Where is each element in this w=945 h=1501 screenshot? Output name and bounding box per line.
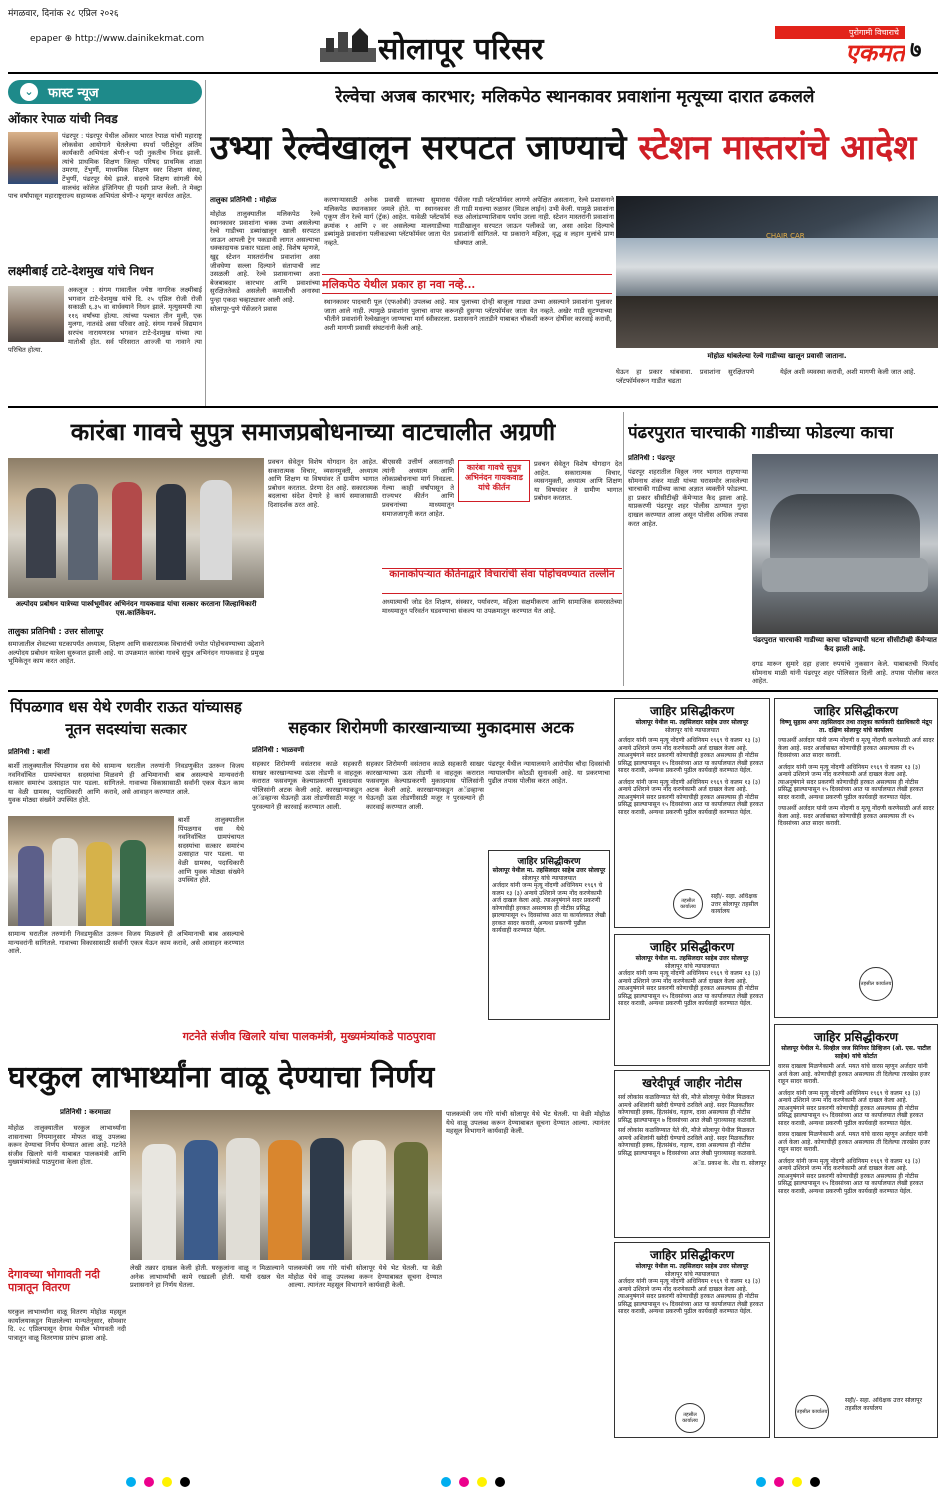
- pandharpur-byline: प्रतिनिधी : पंढरपूर: [628, 454, 675, 462]
- notice-6-court2: सोलापूर यांचे न्यायालयात: [664, 1270, 720, 1278]
- masthead-rule: [8, 72, 938, 74]
- pimpalgaon-photo: [8, 816, 174, 926]
- notice-7-stamp: तहसील कार्यालय: [795, 1395, 829, 1429]
- sahakar-byline: प्रतिनिधी : भाळवणी: [252, 746, 305, 754]
- notice-4-title: जाहिर प्रसिद्धीकरण: [649, 940, 735, 954]
- lead-kicker: रेल्वेचा अजब कारभार; मलिकपेठ स्थानकावर प्रवाशांना मृत्यूच्या दारात ढकलले: [335, 87, 815, 107]
- gharkul-subhead: देगावच्या भोगावती नदी पात्रातून वितरण: [8, 1268, 100, 1294]
- gharkul-banner-text: गटनेते संजीव खिलारे यांचा पालकमंत्री, मुख्यमंत्र्यांकडे पाठपुरावा: [182, 1030, 436, 1043]
- car-photo: [752, 454, 938, 634]
- notice-1-court: सोलापूर येथील मा. तहसिलदार साहेब उत्तर सोलापूर: [492, 867, 606, 874]
- fast-news-title-2: लक्ष्मीबाई टाटे-देशमुख यांचे निधन: [8, 264, 154, 278]
- notice-6-court: सोलापूर येथील मा. तहसिलदार साहेब उत्तर सोलापूर: [635, 1263, 749, 1270]
- kharedi-sign: अॅड. प्रकाश के. शेंड रा. सोलापूर: [692, 1160, 766, 1167]
- karamba-photo: [8, 458, 264, 598]
- notice-3-body: ज्याअर्थी अर्जदार यांनी जन्म नोंदणी व मृत्यू नोंदणी करणेसाठी अर्ज सादर केला आहे. सदर अर्जाबाबत कोणाचीही हरकत असल्यास ती १५ दिवसांच्या आत सादर करावी.: [778, 737, 935, 759]
- epaper-line: [30, 34, 290, 48]
- brand-logo: [775, 26, 905, 70]
- notice-7-head: सोलापूर येथील मे. सिव्हील जज सिनियर डिव्हिजन (ओ. एस. पाटील साहेब) यांचे कोर्टात: [781, 1045, 931, 1060]
- fast-news-text-1: [8, 132, 202, 250]
- notice-box-3: [774, 698, 938, 1018]
- pimpalgaon-text-2: सामान्य घरातील तरुणांनी निवडणुकीत उतरून विजय मिळवणे ही अभिमानाची बाब असल्याचे मान्यवरांनी सांगितले. गावाच्या विकासासाठी सर्वांनी एकत्र येऊन काम करावे, असे आवाहन करण्यात आले.: [104, 762, 244, 796]
- notice-6-title: जाहिर प्रसिद्धीकरण: [649, 1248, 735, 1262]
- notice-box-6: [614, 1242, 770, 1438]
- notice-3-body-b: अर्जदार यांनी जन्म मृत्यू नोंदणी अधिनियम १९६९ चे कलम १३ (३) अन्वये उशिराने जन्म नोंद करणेकामी अर्ज दाखल केला आहे. त्याअनुषंगाने सदर प्रकरणी कोणाचीही हरकत असल्यास ही नोटीस प्रसिद्ध झाल्यापासून १५ दिवसांच्या आत या कार्यालयात लेखी हरकत सादर करावी, अन्यथा प्रकरणी पुढील कार्यवाही करण्यात येईल.: [778, 763, 924, 801]
- kharedi-body: सर्व लोकांस कळविण्यात येते की, मौजे सोलापूर येथील मिळकत आमचे अशिलांनी खरेदी घेण्याचे ठरविले आहे. सदर मिळकतीवर कोणाचाही हक्क, हितसंबंध, गहाण, दावा असल्यास ही नोटीस प्रसिद्ध झाल्यापासून ७ दिवसांच्या आत लेखी पुराव्यासह कळवावे.: [618, 1094, 757, 1124]
- notice-1-body: अर्जदार यांनी जन्म मृत्यू नोंदणी अधिनियम १९६९ चे कलम १३ (३) अन्वये उशिराने जन्म नोंद करणेकामी अर्ज दाखल केला आहे. त्याअनुषंगाने सदर प्रकरणी कोणाचीही हरकत असल्यास ही नोटीस प्रसिद्ध झाल्यापासून १५ दिवसांच्या आत या कार्यालयात लेखी हरकत सादर करावी, अन्यथा प्रकरणी पुढील कार्यवाही करण्यात येईल.: [492, 882, 606, 934]
- brand-name: एकमत: [845, 38, 905, 67]
- karamba-text-2: [268, 458, 378, 686]
- notice-4-court2: सोलापूर यांचे न्यायालयात: [664, 962, 720, 970]
- lead-col-1: [210, 210, 320, 396]
- gharkul-text: मोहोळ तालुक्यातील घरकुल लाभार्थ्यांना शासनाच्या नियमानुसार मोफत वाळू उपलब्ध करून देण्याचा निर्णय घेण्यात आला आहे. गटनेते संजीव खिलारे यांनी याबाबत पालकमंत्री आणि मुख्यमंत्र्यांकडे पाठपुरावा केला होता.: [8, 1124, 126, 1167]
- fast-news-body-1: पंढरपूर : पंढरपूर येथील ओंकार भारत रेपाळ यांची महाराष्ट्र लोकसेवा आयोगाने घेतलेल्या स्पर्धा परीक्षेतून अंतिम कार्यकारी अभियंता श्रेणी-१ पदी नुकतीच निवड झाली. त्यांचे प्राथमिक शिक्षण जिल्हा परिषद प्राथमिक शाळा उमरगा, टेंभुर्णी, माध्यमिक शिक्षण स्वर शिक्षण संस्था, टेंभुर्णी, पंढरपूर येथे झाले. सदरचे शिक्षण सांगली येथे वालचंद कॉलेज इंजिनियर ही पदवी प्राप्त केली. ते मेक्ट्रा पाच वर्षांपासून महाराष्ट्रराज्य सहाय्यक अभियंता श्रेणी-२ म्हणून कार्यरत आहेत.: [8, 132, 202, 201]
- pimpalgaon-headline: पिंपळगाव धस येथे रणवीर राऊत यांच्यासह नूतन सदस्यांचा सत्कार: [10, 698, 242, 738]
- karamba-byline: तालुका प्रतिनिधी : उत्तर सोलापूर: [8, 627, 104, 636]
- registration-dots-left: [122, 1472, 194, 1491]
- pandharpur-text: पंढरपूर शहरातील विठ्ठल नगर भागात राहणाऱ्या सोमनाथ शंकर माळी यांच्या घरासमोर लावलेल्या चारचाकी गाडीच्या काचा अज्ञात व्यक्तीने फोडल्या. हा प्रकार सीसीटीव्ही कॅमेऱ्यात कैद झाला आहे. याप्रकरणी पंढरपूर शहर पोलीस ठाण्यात गुन्हा दाखल करण्यात आला असून पोलीस अधिक तपास करत आहेत.: [628, 468, 748, 528]
- lead-col-2b: स्थानकावर पादचारी पूल (एफओबी) उपलब्ध आहे. मात्र पुलाच्या दोन्ही बाजूला गाड्या उभ्या असल्याने प्रवाशांना पुलावर जाता आले नाही. त्यामुळे प्रवाशांना पुलाचा वापर करूनही दुसऱ्या प्लॅटफॉर्मवर जाता येत नव्हते. अखेर गाडी सुटण्याच्या भीतीने प्रवाशांनी रेल्वेखालून जाण्याचा मार्ग स्वीकारला. प्रशासनाने तातडीने याबाबत चौकशी करून दोषींवर कारवाई करावी, अशी मागणी प्रवासी संघटनांनी केली आहे.: [324, 298, 612, 332]
- masthead-skyline-icon: [320, 28, 376, 64]
- lead-col-3: पॅसेंजर गाडी प्लॅटफॉर्मवर लागणे अपेक्षित असताना, रेल्वे प्रशासनाने ती गाडी मधल्या रुळावर (मिडल लाईन) उभी केली. यामुळे प्रवाशांना रुळ ओलांडण्याशिवाय पर्याय उरला नाही. स्टेशन मास्तरांनी प्रवाशांना गाडीखालून सरपटत जाऊन पलीकडे जा, असा आदेश दिल्याचे प्रवाशांनी सांगितले. या प्रकाराने महिला, वृद्ध व लहान मुलांचे प्राण धोक्यात आले.: [454, 196, 614, 247]
- print-registration-bar: [0, 1466, 945, 1496]
- notice-3-stamp: तहसील कार्यालय: [859, 967, 893, 1001]
- notice-2-body: अर्जदार यांनी जन्म मृत्यू नोंदणी अधिनियम १९६९ चे कलम १३ (३) अन्वये उशिराने जन्म नोंद करणेकामी अर्ज दाखल केला आहे. त्याअनुषंगाने सदर प्रकरणी कोणाचीही हरकत असल्यास ही नोटीस प्रसिद्ध झाल्यापासून १५ दिवसांच्या आत या कार्यालयात लेखी हरकत सादर करावी, अन्यथा प्रकरणी पुढील कार्यवाही करण्यात येईल.: [618, 737, 764, 774]
- notice-6-body: अर्जदार यांनी जन्म मृत्यू नोंदणी अधिनियम १९६९ चे कलम १३ (३) अन्वये उशिराने जन्म नोंद करणेकामी अर्ज दाखल केला आहे. त्याअनुषंगाने सदर प्रकरणी कोणाचीही हरकत असल्यास ही नोटीस प्रसिद्ध झाल्यापासून १५ दिवसांच्या आत या कार्यालयात लेखी हरकत सादर करावी, अन्यथा प्रकरणी पुढील कार्यवाही करण्यात येईल.: [618, 1278, 764, 1315]
- notice-3-head: विष्णू सुहास अपर तहसिलदार तथा तालुका कार्यकारी दंडाधिकारी मंद्रूप ता. दक्षिण सोलापूर यांचे कार्यालय: [779, 719, 933, 734]
- karamba-photo-caption: अल्पोदय प्रबोधन यात्रेच्या पार्श्वभूमीवर अभिनंदन गायकवाड यांचा सत्कार करताना जिल्हाधिकारी एस.कार्तिकेयन.: [15, 600, 257, 617]
- gharkul-text-4: पालकमंत्री जय गोरे यांची सोलापूर येथे भेट घेतली. या वेळी मोहोळ येथे वाळू उपलब्ध करून देण्याबाबत सूचना देण्यात आल्या. त्यानंतर महसूल विभागाने कार्यवाही केली.: [288, 1264, 442, 1290]
- page-number: ७: [910, 37, 922, 62]
- lead-headline-black: उभ्या रेल्वेखालून सरपटत जाण्याचे: [210, 128, 627, 168]
- gharkul-byline: प्रतिनिधी : करमाळा: [60, 1108, 111, 1116]
- kharedi-body-b: सर्व लोकांस कळविण्यात येते की, मौजे सोलापूर येथील मिळकत आमचे अशिलांनी खरेदी घेण्याचे ठरविले आहे. सदर मिळकतीवर कोणाचाही हक्क, हितसंबंध, गहाण, दावा असल्यास ही नोटीस प्रसिद्ध झाल्यापासून ७ दिवसांच्या आत लेखी पुराव्यासह कळवावे.: [618, 1127, 757, 1157]
- karamba-text-5: अध्यात्माची जोड देत शिक्षण, संस्कार, पर्यावरण, महिला सक्षमीकरण आणि सामाजिक समरसतेच्या माध्यमातून परिवर्तन घडवण्याचा संकल्प या उपक्रमातून करण्यात येत आहे.: [382, 598, 622, 615]
- registration-dots-center: [437, 1472, 509, 1491]
- notice-box-7: [774, 1024, 938, 1438]
- pandharpur-text-2: दगड मारून सुमारे दहा हजार रुपयांचे नुकसान केले. याबाबतची फिर्याद सोमनाथ माळी यांनी पंढरपूर शहर पोलिसात दिली आहे. तपास पोलीस करत आहेत.: [752, 660, 938, 686]
- column-divider: [205, 80, 206, 406]
- karamba-text-6: प्रवचन सेवेतून विशेष योगदान देत आहेत. सकारात्मक विचार, व्यसनमुक्ती, अध्यात्म आणि शिक्षण या विषयांवर ते ग्रामीण भागात प्रबोधन करतात.: [534, 460, 622, 503]
- gharkul-banner: [8, 1026, 610, 1048]
- train-photo: [616, 196, 938, 348]
- notice-box-4: [614, 934, 770, 1066]
- pimpalgaon-text: बार्शी तालुक्यातील पिंपळगाव धस येथे नवनिर्वाचित ग्रामपंचायत सदस्यांचा सत्कार समारंभ उत्साहात पार पडला. या वेळी ग्रामस्थ, पदाधिकारी आणि युवक मोठ्या संख्येने उपस्थित होते.: [8, 762, 100, 805]
- notice-6-stamp: तहसील कार्यालय: [675, 1403, 705, 1433]
- car-photo-caption: पंढरपुरात चारचाकी गाडीच्या काचा फोडण्याची घटना सीसीटीव्ही कॅमेऱ्यात कैद झाली आहे.: [753, 636, 937, 653]
- notice-7-body-c: वारस दाखला मिळणेकामी अर्ज. मयत यांचे वारस म्हणून अर्जदार यांनी अर्ज केला आहे. कोणाचीही हरकत असल्यास ती दिलेल्या तारखेस हजर राहून सादर करावी.: [778, 1131, 930, 1153]
- gharkul-photo: [130, 1110, 442, 1260]
- notice-2-court2: सोलापूर यांचे न्यायालयात: [664, 726, 720, 734]
- lead-col-3c: येईल अशी व्यवस्था करावी, अशी मागणी केली जात आहे.: [780, 368, 916, 376]
- notice-3-title: जाहिर प्रसिद्धीकरण: [813, 704, 899, 718]
- karamba-text-4: बीएससी उत्तीर्ण असतानाही त्यांनी अध्यात्म आणि लोकप्रबोधनाचा मार्ग निवडला. गेल्या काही वर्षांपासून ते राज्यभर कीर्तन आणि प्रवचनांच्या माध्यमातून समाजजागृती करत आहेत.: [382, 458, 454, 518]
- fast-news-title-1: ओंकार रेपाळ यांची निवड: [8, 112, 118, 126]
- train-photo-caption: मोहोळ थांबलेल्या रेल्वे गाडीच्या खालून प्रवासी जाताना.: [707, 352, 847, 360]
- lead-col-3b: घेऊन हा प्रकार थांबवावा. प्रवाशांना सुरक्षितपणे प्लॅटफॉर्मवरून गाडीत चढता: [616, 368, 754, 385]
- issue-date: मंगळवार, दिनांक २८ एप्रिल २०२६: [8, 9, 119, 19]
- karamba-text-1: समाजातील शेवटच्या घटकापर्यंत अध्यात्म, शिक्षण आणि सकारात्मक विचारांची ज्योत पोहोचवण्याच्या उद्देशाने अल्पोदय प्रबोधन यात्रेला सुरूवात झाली आहे. या उपक्रमात कारंबा गावचे सुपुत्र अभिनंदन गायकवाड हे प्रमुख भूमिकेतून काम करत आहेत.: [8, 640, 264, 666]
- gharkul-text-3: लेखी तक्रार दाखल केली होती. घरकुलांना वाळू न मिळाल्याने अनेक लाभार्थ्यांची कामे रखडली होती. याची दखल घेत प्रशासनाने हा निर्णय घेतला.: [130, 1264, 284, 1290]
- lead-col-1-tail: सोलापूर-पुणे पॅसेंजरने प्रवास: [210, 304, 277, 313]
- brand-tagline: पुरोगामी विचाराचे: [775, 26, 905, 39]
- notice-4-body: अर्जदार यांनी जन्म मृत्यू नोंदणी अधिनियम १९६९ चे कलम १३ (३) अन्वये उशिराने जन्म नोंद करणेकामी अर्ज दाखल केला आहे. त्याअनुषंगाने सदर प्रकरणी कोणाचीही हरकत असल्यास ही नोटीस प्रसिद्ध झाल्यापासून १५ दिवसांच्या आत या कार्यालयात लेखी हरकत सादर करावी, अन्यथा प्रकरणी पुढील कार्यवाही करण्यात येईल.: [618, 970, 764, 1007]
- lead-byline: तालुका प्रतिनिधी : मोहोळ: [210, 196, 277, 204]
- karamba-text-3: प्रेरणा देत आहे. सकारात्मक बदलाचा संदेश देणारे हे कार्य समाजासाठी दिशादर्शक ठरत आहे.: [268, 483, 378, 509]
- notice-2-stamp: तहसील कार्यालय: [673, 889, 703, 919]
- karamba-subhead: कानाकोपऱ्यात कीर्तनाद्वारे विचारांची सेवा पोहोचवण्यात तल्लीन: [382, 568, 622, 594]
- lead-bottom-rule: [8, 406, 938, 408]
- lead-col-1-text: मोहोळ तालुक्यातील मलिकपेठ रेल्वे स्थानकावर प्रवाशांना चक्क उभ्या असलेल्या रेल्वे गाडीच्या डब्यांखालून खाली सरपटत जाऊन आपली ट्रेन पकडावी लागत असल्याचा धक्कादायक प्रकार घडला आहे. विशेष म्हणजे, खुद्द स्टेशन मास्तरांनीच प्रवाशांना असा जीवघेणा सल्ला दिल्याने संतापाची लाट उसळली आहे. रेल्वे प्रशासनाच्या अशा बेजबाबदार कारभार आणि प्रवाशांच्या सुरक्षिततेकडे असलेली कमालीची अनास्था पुन्हा एकदा चव्हाट्यावर आली आहे.: [210, 210, 320, 304]
- website-link[interactable]: http://www.dainikekmat.com: [75, 34, 205, 44]
- fast-news-body-2: अकलूज : संगम गावातील ज्येष्ठ नागरिक लक्ष्मीबाई भगवान टाटे-देशमुख यांचे दि. २५ एप्रिल रोजी रोजी सकाळी ६.३५ वा वार्धक्याने निधन झाले. मृत्युसमयी त्या ११६ वर्षांच्या होत्या. त्यांच्या पश्चात तीन मुली, एक मुलगा, नातवंडे असा परिवार आहे. संगम गावचे विद्यमान सरपंच नारायणराव भगवान टाटे-देशमुख यांच्या त्या मातोश्री होत. सर्व परिसरात आज्जी या नावाने त्या परिचित होत्या.: [8, 286, 202, 355]
- lead-headline-red: स्टेशन मास्तरांचे आदेश: [638, 128, 917, 168]
- notice-1-title: जाहिर प्रसिद्धीकरण: [517, 857, 581, 867]
- notice-4-court: सोलापूर येथील मा. तहसिलदार साहेब उत्तर सोलापूर: [635, 955, 749, 962]
- notice-box-1: [488, 850, 610, 1020]
- column-divider: [623, 412, 624, 686]
- registration-dots-right: [752, 1472, 824, 1491]
- sahakar-text-3: पंढरपूर येथील न्यायालयाने आरोपीस चौदा दिवसांची न्यायालयीन कोठडी सुनावली आहे. या प्रकरणाचा पुढील तपास पोलीस करत आहेत.: [488, 760, 610, 786]
- lead-col-2: करणाऱ्यासाठी अनेक प्रवासी सातच्या सुमारास मलिकपेठ स्थानकावर जमले होते. या स्थानकावर एकूण तीन रेल्वे मार्ग (ट्रॅक) आहेत. यावेळी प्लॅटफॉर्म क्रमांक १ आणि २ वर असलेल्या मालगाडीच्या डब्यांमुळे प्रवाशांना पलीकडच्या प्लॅटफॉर्मवर जाता येत नव्हते.: [324, 196, 450, 247]
- sahakar-text-1: सहकार शिरोमणी वसंतराव काळे सहकारी साखर कारखान्याच्या ऊस तोडणी व वाहतूक करारात फसवणूक केल्याप्रकरणी मुकादमास पोलिसांनी अटक केली आहे. कारखान्याकडून अॅडव्हान्स घेऊनही ऊस तोडणीसाठी मजूर न पुरवल्याने ही कारवाई करण्यात आली.: [252, 760, 362, 811]
- notice-box-2: [614, 698, 770, 928]
- karamba-headline: कारंबा गावचे सुपुत्र समाजप्रबोधनाच्या वाटचालीत अग्रणी: [70, 417, 556, 446]
- fast-news-banner: [8, 80, 202, 104]
- pimpalgaon-text-3: बार्शी तालुक्यातील पिंपळगाव धस येथे नवनिर्वाचित ग्रामपंचायत सदस्यांचा सत्कार समारंभ उत्साहात पार पडला. या वेळी ग्रामस्थ, पदाधिकारी आणि युवक मोठ्या संख्येने उपस्थित होते.: [178, 816, 244, 885]
- pimpalgaon-text-4: सामान्य घरातील तरुणांनी निवडणुकीत उतरून विजय मिळवणे ही अभिमानाची बाब असल्याचे मान्यवरांनी सांगितले. गावाच्या विकासासाठी सर्वांनी एकत्र येऊन काम करावे, असे आवाहन करण्यात आले.: [8, 930, 244, 956]
- gharkul-text-2: घरकुल लाभार्थ्यांना वाळू वितरण मोहोळ महसूल कार्यालयाकडून मिळालेल्या मान्यतेनुसार, सोमवार दि. २८ एप्रिलपासून देगाव येथील भोगावती नदी पात्रातून वाळू वितरणास प्रारंभ झाला आहे.: [8, 1308, 126, 1342]
- sahakar-text-2: सहकार शिरोमणी वसंतराव काळे सहकारी साखर कारखान्याच्या ऊस तोडणी व वाहतूक करारात फसवणूक केल्याप्रकरणी मुकादमास पोलिसांनी अटक केली आहे. कारखान्याकडून अॅडव्हान्स घेऊनही ऊस तोडणीसाठी मजूर न पुरवल्याने ही कारवाई करण्यात आली.: [366, 760, 484, 811]
- middle-rule: [8, 690, 938, 692]
- notice-2-body-b: अर्जदार यांनी जन्म मृत्यू नोंदणी अधिनियम १९६९ चे कलम १३ (३) अन्वये उशिराने जन्म नोंद करणेकामी अर्ज दाखल केला आहे. त्याअनुषंगाने सदर प्रकरणी कोणाचीही हरकत असल्यास ही नोटीस प्रसिद्ध झाल्यापासून १५ दिवसांच्या आत या कार्यालयात लेखी हरकत सादर करावी, अन्यथा प्रकरणी पुढील कार्यवाही करण्यात येईल.: [618, 778, 764, 816]
- notice-2-sign: सही/- सहा. अधिक्षक उत्तर सोलापूर तहसील कार्यालय: [711, 893, 759, 915]
- notice-1-court2: सोलापूर यांचे न्यायालयात: [521, 874, 577, 882]
- pandharpur-headline: पंढरपुरात चारचाकी गाडीच्या फोडल्या काचा: [628, 423, 894, 443]
- globe-icon: ⊕: [64, 34, 73, 44]
- kharedi-title: खरेदीपूर्व जाहीर नोटीस: [642, 1076, 742, 1090]
- fast-news-text-2: [8, 286, 202, 398]
- epaper-label: epaper: [30, 34, 62, 44]
- coach-label: CHAIR CAR: [766, 232, 805, 240]
- pimpalgaon-byline: प्रतिनिधी : बार्शी: [8, 748, 50, 756]
- notice-7-body-d: अर्जदार यांनी जन्म मृत्यू नोंदणी अधिनियम १९६९ चे कलम १३ (३) अन्वये उशिराने जन्म नोंद करणेकामी अर्ज दाखल केला आहे. त्याअनुषंगाने सदर प्रकरणी कोणाचीही हरकत असल्यास ही नोटीस प्रसिद्ध झाल्यापासून १५ दिवसांच्या आत या कार्यालयात लेखी हरकत सादर करावी, अन्यथा प्रकरणी पुढील कार्यवाही करण्यात येईल.: [778, 1157, 924, 1195]
- karamba-text-2a: प्रवचन सेवेतून विशेष योगदान देत आहेत. सकारात्मक विचार, व्यसनमुक्ती, अध्यात्म आणि शिक्षण या विषयांवर ते ग्रामीण भागात प्रबोधन करतात.: [268, 458, 378, 492]
- sahakar-headline: सहकार शिरोमणी कारखान्याच्या मुकादमास अटक: [288, 718, 574, 737]
- notice-2-title: जाहिर प्रसिद्धीकरण: [649, 704, 735, 718]
- fast-news-label: फास्ट न्यूज: [48, 86, 99, 101]
- lead-highlight-box: [322, 274, 612, 294]
- notice-7-title: जाहिर प्रसिद्धीकरण: [813, 1030, 899, 1044]
- notice-7-body: वारस दाखला मिळणेकामी अर्ज. मयत यांचे वारस म्हणून अर्जदार यांनी अर्ज केला आहे. कोणाचीही हरकत असल्यास ती दिलेल्या तारखेस हजर राहून सादर करावी.: [778, 1063, 930, 1085]
- notice-3-body-c: ज्याअर्थी अर्जदार यांनी जन्म नोंदणी व मृत्यू नोंदणी करणेसाठी अर्ज सादर केला आहे. सदर अर्जाबाबत कोणाचीही हरकत असल्यास ती १५ दिवसांच्या आत सादर करावी.: [778, 805, 935, 827]
- notice-7-body-b: अर्जदार यांनी जन्म मृत्यू नोंदणी अधिनियम १९६९ चे कलम १३ (३) अन्वये उशिराने जन्म नोंद करणेकामी अर्ज दाखल केला आहे. त्याअनुषंगाने सदर प्रकरणी कोणाचीही हरकत असल्यास ही नोटीस प्रसिद्ध झाल्यापासून १५ दिवसांच्या आत या कार्यालयात लेखी हरकत सादर करावी, अन्यथा प्रकरणी पुढील कार्यवाही करण्यात येईल.: [778, 1089, 924, 1127]
- notice-7-sign: सही/- सहा. अधिक्षक उत्तर सोलापूर तहसील कार्यालय: [845, 1397, 923, 1412]
- section-title: सोलापूर परिसर: [378, 32, 544, 67]
- chevron-down-icon: ⌄: [20, 83, 38, 101]
- gharkul-headline: घरकुल लाभार्थ्यांना वाळू देण्याचा निर्णय: [8, 1060, 435, 1095]
- notice-2-court: सोलापूर येथील मा. तहसिलदार साहेब उत्तर सोलापूर: [635, 719, 749, 726]
- karamba-box: कारंबा गावचे सुपुत्र अभिनंदन गायकवाड यांचे कीर्तन: [458, 460, 530, 502]
- lead-headline: [210, 118, 940, 180]
- karamba-col-3: [382, 458, 454, 558]
- lead-highlight: मलिकपेठ येथील प्रकार हा नवा नव्हे...: [322, 278, 476, 291]
- notice-box-5: [614, 1070, 770, 1238]
- gharkul-text-5: पालकमंत्री जय गोरे यांची सोलापूर येथे भेट घेतली. या वेळी मोहोळ येथे वाळू उपलब्ध करून देण्याबाबत सूचना देण्यात आल्या. त्यानंतर महसूल विभागाने कार्यवाही केली.: [446, 1110, 610, 1136]
